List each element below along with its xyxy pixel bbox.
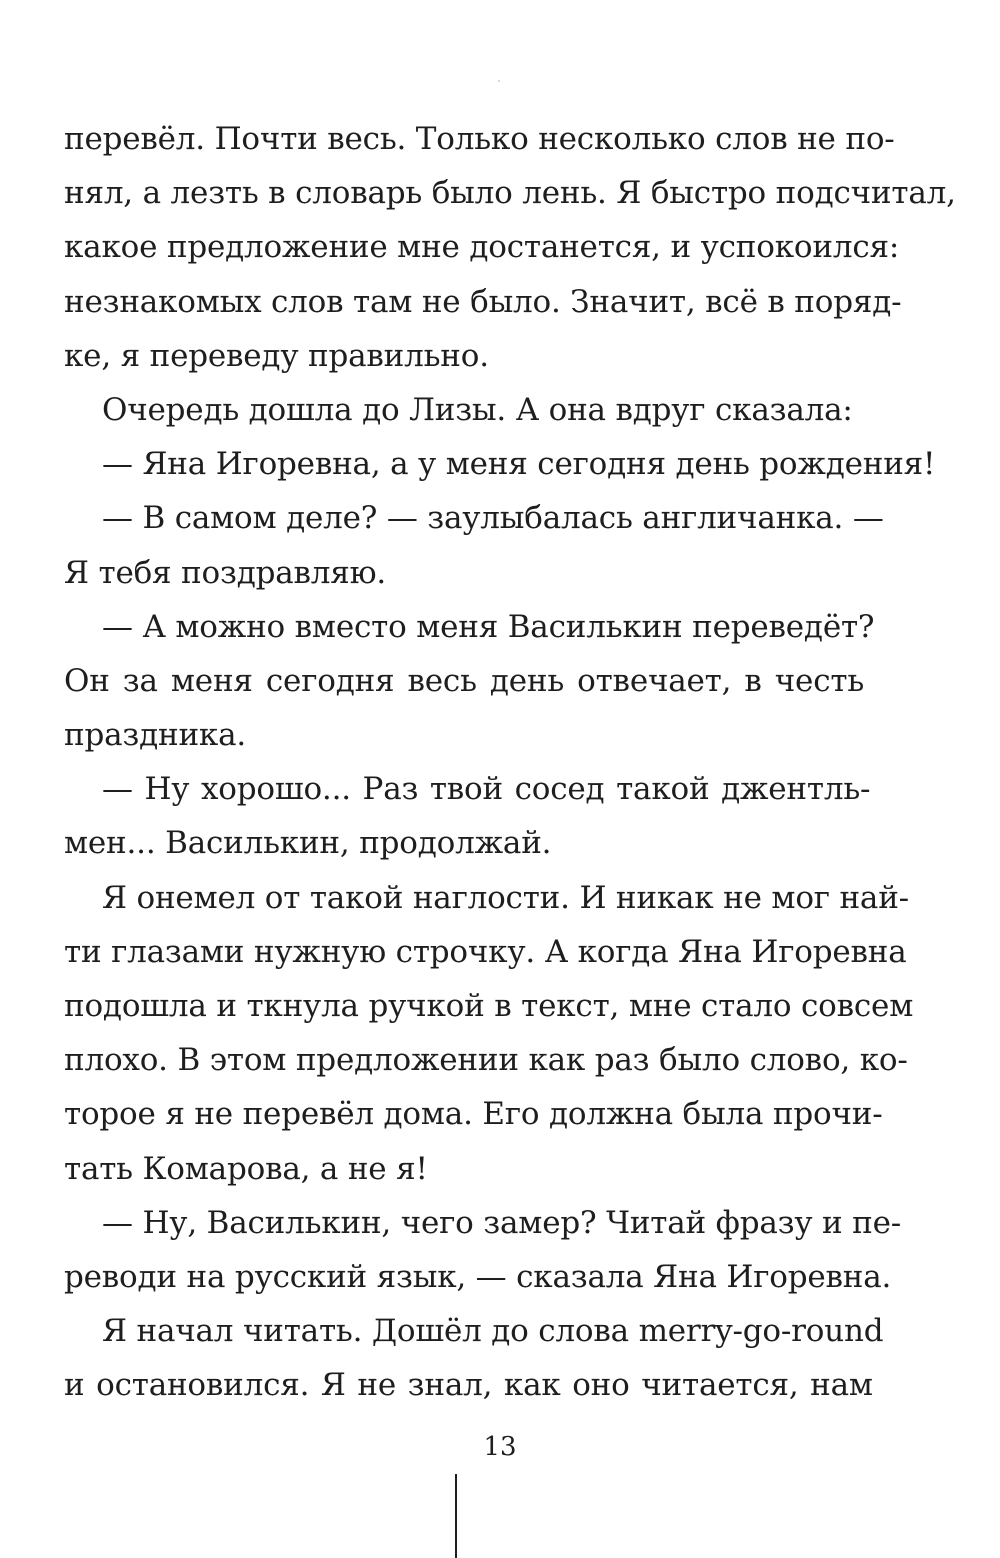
dialogue-line: — Ну, Василькин, чего замер? Читай фразу и пе- bbox=[102, 1204, 902, 1241]
page-number-rule bbox=[455, 1474, 457, 1558]
dialogue-line: — Ну хорошо... Раз твой сосед такой джентль- bbox=[102, 771, 871, 808]
dialogue-line: — В самом деле? — заулыбалась англичанка. — bbox=[102, 500, 884, 537]
text-line: какое предложение мне достанется, и успокоился: bbox=[64, 229, 900, 266]
text-line: незнакомых слов там не было. Значит, всё в поряд- bbox=[64, 283, 902, 320]
text-line: тать Комарова, а не я! bbox=[64, 1150, 428, 1187]
text-line: Я тебя поздравляю. bbox=[64, 554, 387, 591]
text-line: реводи на русский язык, — сказала Яна Игоревна. bbox=[64, 1258, 892, 1295]
dialogue-line: — Яна Игоревна, а у меня сегодня день рождения! bbox=[102, 446, 936, 483]
paragraph-start-line: Я начал читать. Дошёл до слова merry-go-round bbox=[102, 1313, 884, 1350]
body-text bbox=[64, 112, 956, 1413]
paper-speck bbox=[498, 80, 500, 82]
page-number: 13 bbox=[483, 1432, 517, 1462]
dialogue-line: — А можно вместо меня Василькин переведёт? bbox=[102, 608, 875, 645]
text-line: мен... Василькин, продолжай. bbox=[64, 825, 552, 862]
text-line: нял, а лезть в словарь было лень. Я быстро подсчитал, bbox=[64, 175, 956, 212]
text-line: подошла и ткнула ручкой в текст, мне стало совсем bbox=[64, 988, 914, 1024]
text-line: ти глазами нужную строчку. А когда Яна Игоревна bbox=[64, 933, 907, 970]
text-line: ке, я переведу правильно. bbox=[64, 337, 489, 374]
text-line: Он за меня сегодня весь день отвечает, в честь bbox=[64, 662, 864, 699]
text-line: праздника. bbox=[64, 717, 247, 754]
text-line: перевёл. Почти весь. Только несколько слов не по- bbox=[64, 121, 895, 157]
paragraph-start-line: Очередь дошла до Лизы. А она вдруг сказала: bbox=[102, 391, 853, 428]
text-line: и остановился. Я не знал, как оно читается, нам bbox=[64, 1367, 873, 1404]
text-line: плохо. В этом предложении как раз было слово, ко- bbox=[64, 1042, 908, 1079]
paragraph-start-line: Я онемел от такой наглости. И никак не мог най- bbox=[102, 879, 909, 916]
text-line: торое я не перевёл дома. Его должна была прочи- bbox=[64, 1096, 883, 1133]
